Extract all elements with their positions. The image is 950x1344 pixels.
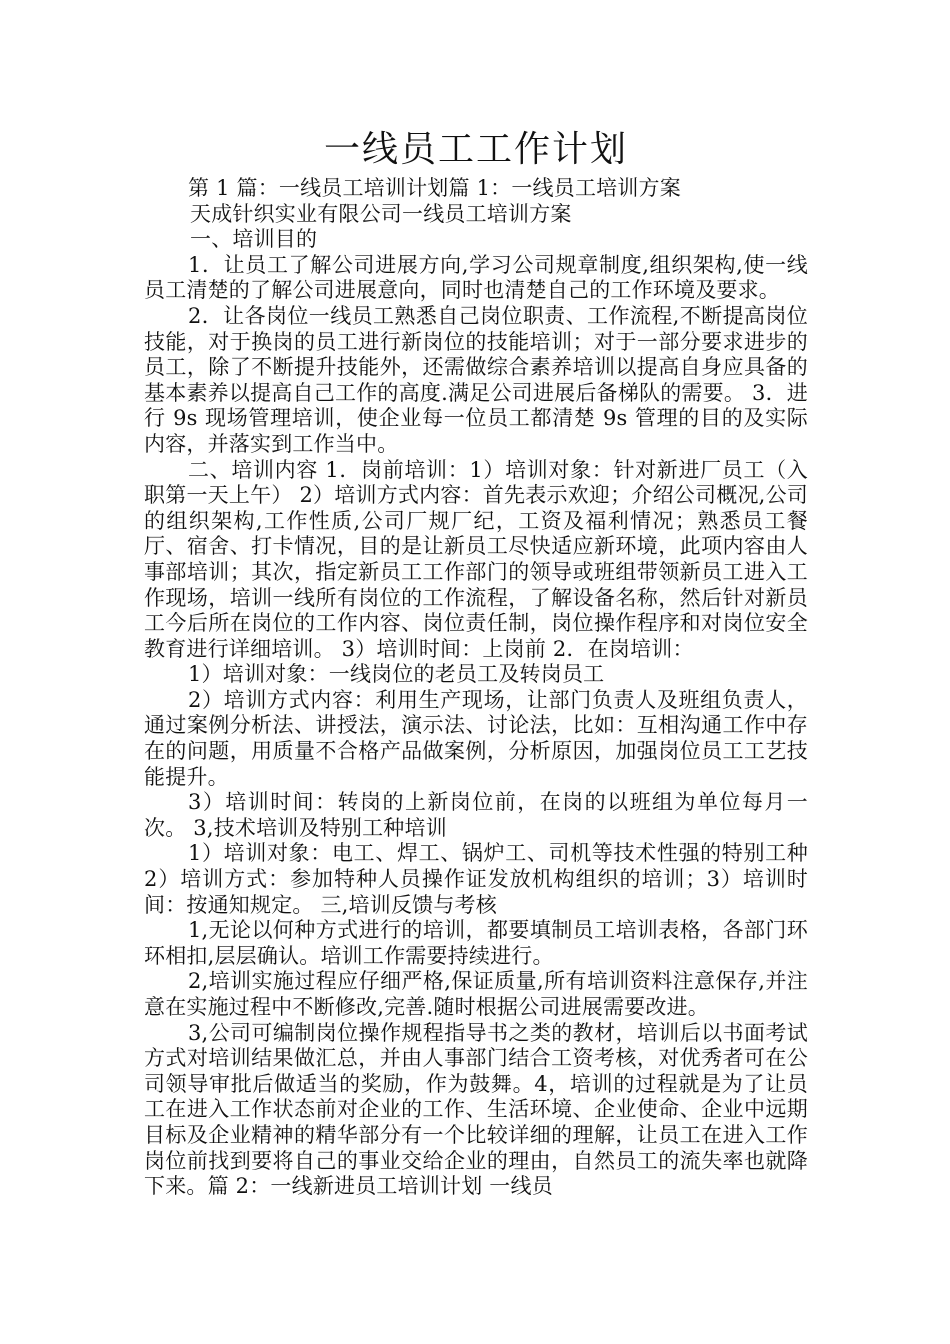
paragraph-feedback-1: 1,无论以何种方式进行的培训，都要填制员工培训表格，各部门环环相扣,层层确认。培训工作需要持续进行。 <box>144 918 808 968</box>
paragraph-special-training: 1）培训对象：电工、焊工、锅炉工、司机等技术性强的特别工种 2）培训方式：参加特种人员操作证发放机构组织的培训；3）培训时间：按通知规定。 三,培训反馈与考核 <box>144 841 808 917</box>
paragraph-section-heading: 第 1 篇：一线员工培训计划篇 1：一线员工培训方案 <box>188 176 681 200</box>
document-page <box>144 128 808 1200</box>
paragraph-feedback-3: 3,公司可编制岗位操作规程指导书之类的教材，培训后以书面考试方式对培训结果做汇总，并由人事部门结合工资考核，对优秀者可在公司领导审批后做适当的奖励，作为鼓舞。4，培训的过程就是为了让员工在进入工作状态前对企业的工作、生活环境、企业使命、企业中远期目标及企业精神的精华部分有一个比较详细的理解，让员工在进入工作岗位前找到要将自己的事业交给企业的理由，自然员工的流失率也就降下来。篇 2：一线新进员工培训计划 一线员 <box>144 1020 808 1199</box>
paragraph-training-target: 1）培训对象：一线岗位的老员工及转岗员工 <box>188 662 605 687</box>
paragraph-purpose-1: 1．让员工了解公司进展方向,学习公司规章制度,组织架构,使一线员工清楚的了解公司进展意向，同时也清楚自己的工作环境及要求。 <box>144 252 808 303</box>
paragraph-purpose-2: 2．让各岗位一线员工熟悉自己岗位职责、工作流程,不断提高岗位技能，对于换岗的员工进行新岗位的技能培训；对于一部分要求进步的员工，除了不断提升技能外，还需做综合素养培训以提高自身应具备的基本素养以提高自己工作的高度.满足公司进展后备梯队的需要。 3．进行 9s 现场管理培训，使企业每一位员工都清楚 9s 管理的目的及实际内容，并落实到工作当中。 <box>144 303 808 456</box>
paragraph-feedback-2: 2,培训实施过程应仔细严格,保证质量,所有培训资料注意保存,并注意在实施过程中不断修改,完善.随时根据公司进展需要改进。 <box>144 969 808 1019</box>
paragraph-training-time: 3）培训时间：转岗的上新岗位前，在岗的以班组为单位每月一次。 3,技术培训及特别工种培训 <box>144 790 808 840</box>
paragraph-company-plan-title: 天成针织实业有限公司一线员工培训方案 <box>190 201 572 226</box>
paragraph-training-method: 2）培训方式内容：利用生产现场，让部门负责人及班组负责人，通过案例分析法、讲授法，演示法、讨论法，比如：互相沟通工作中存在的问题，用质量不合格产品做案例，分析原因，加强岗位员工工艺技能提升。 <box>144 687 808 789</box>
document-title: 一线员工工作计划 <box>323 129 628 170</box>
paragraph-training-content: 二、培训内容 1．岗前培训：1）培训对象：针对新进厂员工（入职第一天上午） 2）培训方式内容：首先表示欢迎；介绍公司概况,公司的组织架构,工作性质,公司厂规厂纪，工资及福利情况；熟悉员工餐厅、宿舍、打卡情况，目的是让新员工尽快适应新环境，此项内容由人事部培训；其次，指定新员工工作部门的领导或班组带领新员工进入工作现场，培训一线所有岗位的工作流程，了解设备名称，然后针对新员工今后所在岗位的工作内容、岗位责任制，岗位操作程序和对岗位安全教育进行详细培训。 3）培训时间：上岗前 2．在岗培训： <box>144 457 808 661</box>
paragraph-training-purpose-heading: 一、培训目的 <box>190 227 318 252</box>
